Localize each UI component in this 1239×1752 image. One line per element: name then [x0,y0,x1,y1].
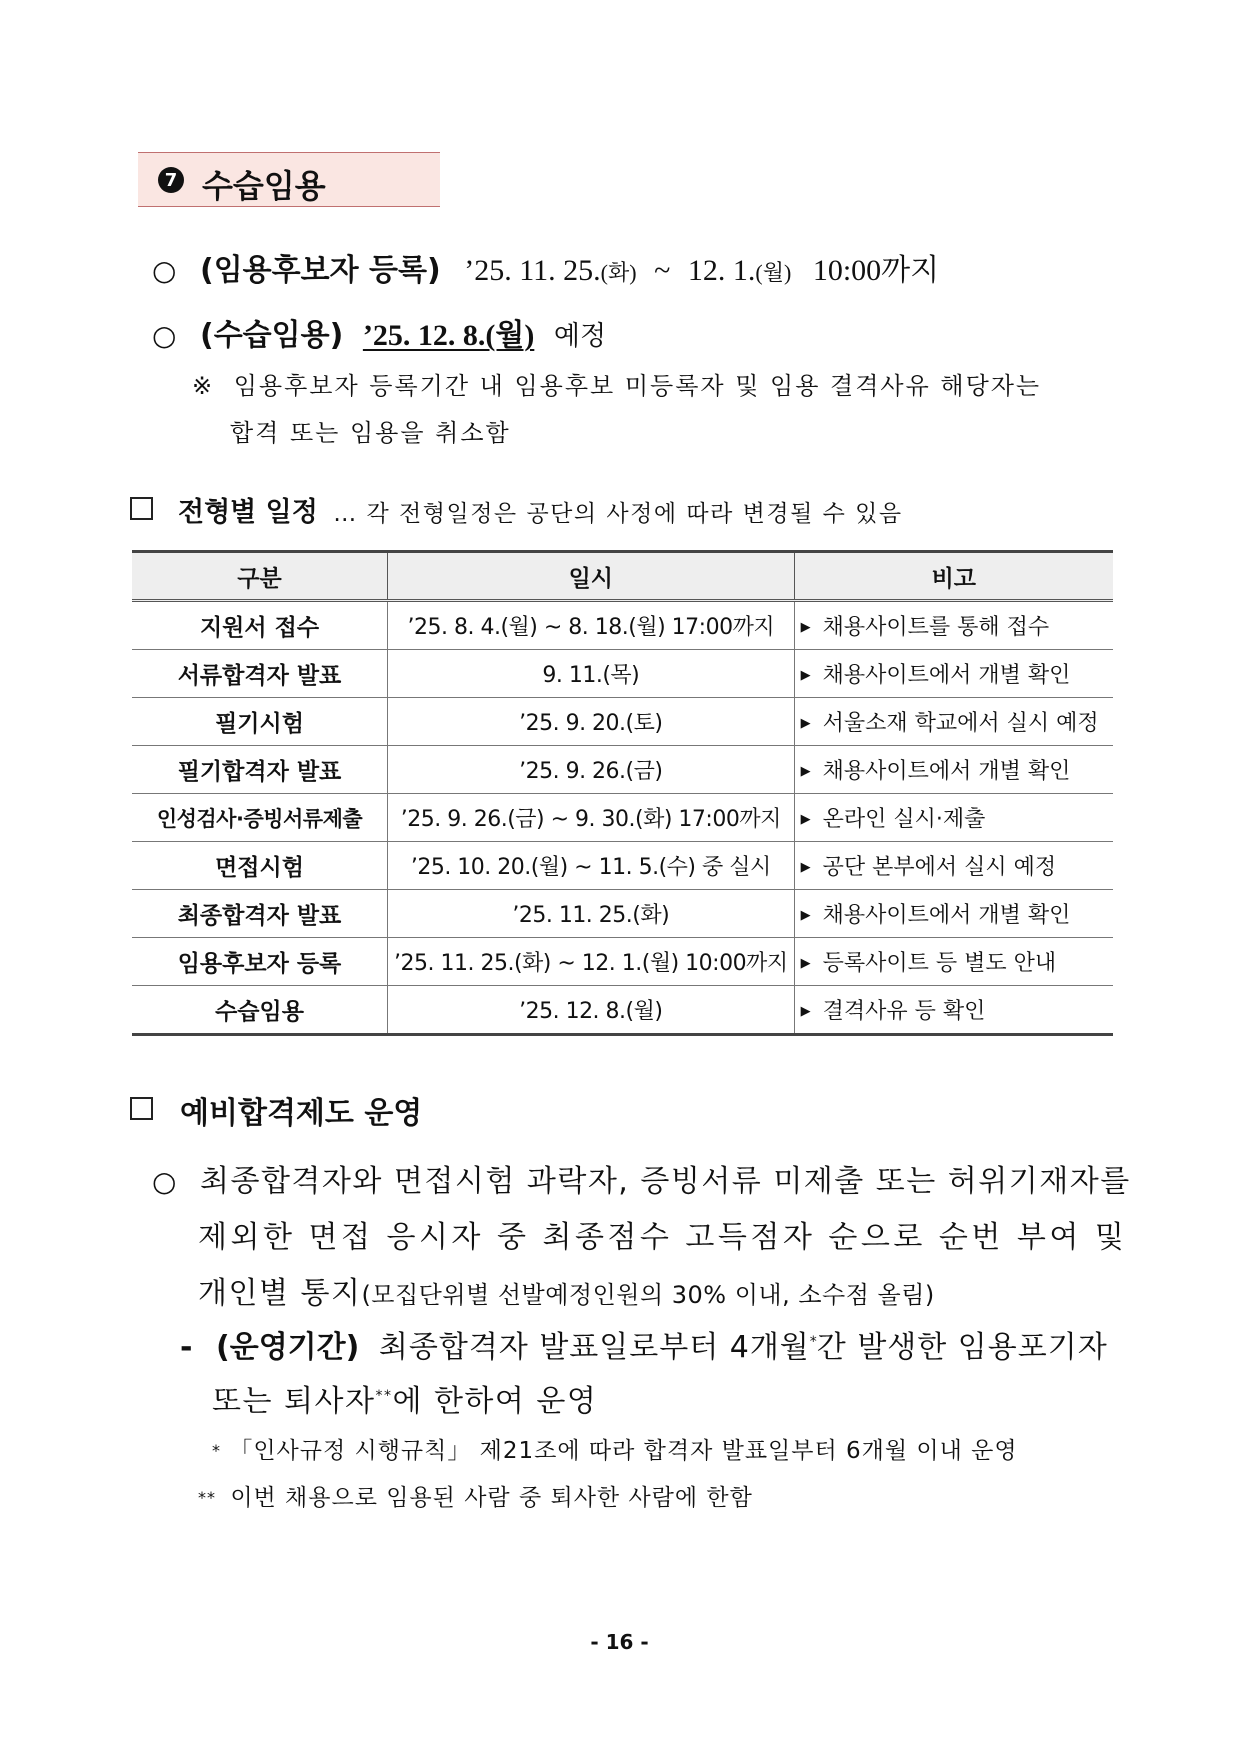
cell-stage: 면접시험 [132,842,388,890]
cell-stage: 서류합격자 발표 [132,650,388,698]
period-text-b: 간 발생한 임용포기자 [816,1330,1108,1365]
period-line2-b: 에 한하여 운영 [392,1384,598,1419]
section-header-box [138,152,440,207]
cell-stage: 임용후보자 등록 [132,938,388,986]
cell-note-text: 채용사이트를 통해 접수 [822,615,1050,640]
bullet-probation [152,310,606,354]
triangle-bullet-icon: ▶ [800,1004,811,1019]
table-row [132,938,1113,986]
schedule-subtitle: … 각 전형일정은 공단의 사정에 따라 변경될 수 있음 [333,501,903,527]
table-header-row [132,552,1113,601]
triangle-bullet-icon: ▶ [800,908,811,923]
cell-note-text: 결격사유 등 확인 [822,999,986,1024]
table-row [132,842,1113,890]
cell-note-text: 채용사이트에서 개별 확인 [822,663,1071,688]
time: 10:00까지 [812,254,940,287]
checkbox-square-icon [130,1097,153,1120]
schedule-title: 전형별 일정 [178,497,318,528]
reserve-text-3: 개인별 통지 [198,1276,362,1311]
cell-stage: 필기합격자 발표 [132,746,388,794]
note-line1 [192,366,1041,401]
reserve-text-3-small: (모집단위별 선발예정인원의 30% 이내, 소수점 올림) [361,1281,935,1309]
footnote-2-mark: ** [198,1488,216,1507]
footnote-double-star: ** [375,1388,393,1404]
triangle-bullet-icon: ▶ [800,764,811,779]
cell-note [794,842,1113,890]
period-line2 [212,1376,597,1420]
cell-note [794,650,1113,698]
reserve-text-2: 제외한 면접 응시자 중 최종점수 고득점자 순으로 순번 부여 및 [198,1220,1128,1255]
cell-note-text: 온라인 실시·제출 [822,807,986,832]
footnote-2 [198,1479,753,1512]
day-end: (월) [755,260,792,285]
bullet-registration [152,245,939,289]
table-row [132,794,1113,842]
triangle-bullet-icon: ▶ [800,668,811,683]
reserve-para-line3 [198,1268,935,1312]
note-marker: ※ [192,372,215,400]
date-end: 12. 1. [687,254,756,287]
cell-stage: 수습임용 [132,986,388,1035]
cell-note-text: 채용사이트에서 개별 확인 [822,903,1071,928]
schedule-table [132,550,1113,1036]
triangle-bullet-icon: ▶ [800,956,811,971]
footnote-1-text: 「인사규정 시행규칙」 제21조에 따라 합격자 발표일부터 6개월 이내 운영 [229,1438,1018,1464]
schedule-heading [178,490,903,529]
cell-date: ’25. 12. 8.(월) [388,986,795,1035]
period-text-a: 최종합격자 발표일로부터 4개월 [378,1330,810,1365]
cell-date: ’25. 11. 25.(화) ~ 12. 1.(월) 10:00까지 [388,938,795,986]
date-start: ’25. 11. 25. [464,254,601,287]
table-row [132,650,1113,698]
cell-note [794,938,1113,986]
bullet-marker: ○ [152,254,177,287]
cell-note [794,794,1113,842]
cell-date: ’25. 9. 26.(금) ~ 9. 30.(화) 17:00까지 [388,794,795,842]
cell-date: ’25. 9. 26.(금) [388,746,795,794]
cell-date: ’25. 9. 20.(토) [388,698,795,746]
cell-note [794,746,1113,794]
day-start: (화) [600,260,637,285]
header-date: 일시 [388,552,795,601]
triangle-bullet-icon: ▶ [800,812,811,827]
reserve-text-1: 최종합격자와 면접시험 과락자, 증빙서류 미제출 또는 허위기재자를 [199,1164,1131,1199]
checkbox-square-icon [130,497,153,520]
footnote-1-mark: * [212,1441,221,1460]
cell-note-text: 등록사이트 등 별도 안내 [822,951,1057,976]
section-number-badge: 7 [158,167,184,193]
reserve-para-line1 [152,1156,1131,1200]
probation-date: ’25. 12. 8.(월) [362,319,535,352]
cell-stage: 필기시험 [132,698,388,746]
footnote-2-text: 이번 채용으로 임용된 사람 중 퇴사한 사람에 한함 [230,1485,753,1511]
page-number: - 16 - [590,1630,649,1654]
cell-date: 9. 11.(목) [388,650,795,698]
period-line1 [180,1322,1108,1366]
table-row [132,698,1113,746]
bullet-label: (임용후보자 등록) [199,253,441,288]
cell-note-text: 채용사이트에서 개별 확인 [822,759,1071,784]
bullet-marker: ○ [152,1165,177,1198]
table-row [132,746,1113,794]
cell-date: ’25. 11. 25.(화) [388,890,795,938]
cell-note [794,986,1113,1035]
cell-note [794,698,1113,746]
footnote-1 [212,1432,1018,1465]
cell-note-text: 서울소재 학교에서 실시 예정 [822,711,1099,736]
section-title: 수습임용 [202,167,326,205]
bullet-label: (수습임용) [199,318,344,353]
period-line2-a: 또는 퇴사자 [212,1384,376,1419]
cell-date: ’25. 8. 4.(월) ~ 8. 18.(월) 17:00까지 [388,601,795,650]
dash-marker: - [180,1330,193,1365]
note-text-2: 합격 또는 임용을 취소함 [230,419,511,447]
cell-stage: 최종합격자 발표 [132,890,388,938]
probation-suffix: 예정 [553,321,607,352]
header-note: 비고 [794,552,1113,601]
triangle-bullet-icon: ▶ [800,620,811,635]
header-stage: 구분 [132,552,388,601]
reserve-title: 예비합격제도 운영 [180,1096,423,1131]
triangle-bullet-icon: ▶ [800,716,811,731]
cell-stage: 지원서 접수 [132,601,388,650]
cell-note-text: 공단 본부에서 실시 예정 [822,855,1057,880]
tilde: ~ [654,254,671,287]
cell-note [794,601,1113,650]
note-text-1: 임용후보자 등록기간 내 임용후보 미등록자 및 임용 결격사유 해당자는 [233,372,1042,400]
triangle-bullet-icon: ▶ [800,860,811,875]
period-label: (운영기간) [216,1330,360,1365]
cell-note [794,890,1113,938]
table-row [132,890,1113,938]
footnote-star: * [809,1334,817,1350]
cell-stage: 인성검사·증빙서류제출 [132,794,388,842]
bullet-marker: ○ [152,319,177,352]
table-row [132,986,1113,1035]
cell-date: ’25. 10. 20.(월) ~ 11. 5.(수) 중 실시 [388,842,795,890]
table-row [132,601,1113,650]
